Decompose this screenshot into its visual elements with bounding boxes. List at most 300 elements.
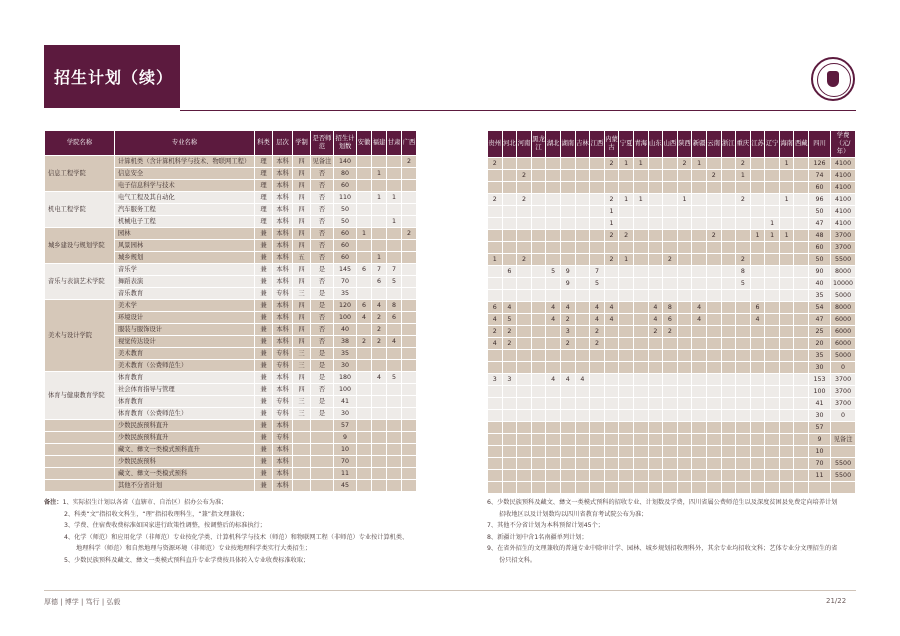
table-cell: 30	[809, 362, 831, 374]
table-cell	[357, 168, 372, 180]
table-cell: 1	[765, 230, 780, 242]
table-cell	[809, 482, 831, 494]
right-col-header: 湖北	[546, 131, 561, 158]
table-cell: 9	[560, 278, 575, 290]
table-cell	[633, 182, 648, 194]
table-cell: 专科	[273, 348, 293, 360]
table-cell	[736, 458, 751, 470]
table-cell	[575, 458, 590, 470]
table-cell	[677, 434, 692, 446]
table-cell	[560, 434, 575, 446]
table-cell	[706, 254, 721, 266]
table-cell	[560, 386, 575, 398]
table-cell	[779, 314, 794, 326]
table-cell	[648, 434, 663, 446]
table-cell	[663, 182, 678, 194]
table-cell	[488, 482, 503, 494]
table-cell: 3	[560, 326, 575, 338]
table-cell	[794, 302, 809, 314]
table-cell	[517, 446, 532, 458]
table-cell: 1	[692, 158, 707, 170]
major-name: 音乐教育	[115, 288, 255, 300]
table-cell	[750, 482, 765, 494]
table-cell	[604, 350, 619, 362]
table-cell	[794, 374, 809, 386]
table-cell	[765, 482, 780, 494]
table-cell	[502, 182, 517, 194]
table-cell	[488, 170, 503, 182]
table-cell	[575, 422, 590, 434]
table-cell: 140	[334, 156, 357, 168]
college-name	[45, 480, 115, 492]
right-col-header: 内蒙古	[604, 131, 619, 158]
table-cell: 2	[736, 254, 751, 266]
table-cell	[517, 398, 532, 410]
table-cell	[560, 470, 575, 482]
table-cell	[794, 482, 809, 494]
table-row	[488, 242, 856, 254]
table-cell	[706, 314, 721, 326]
table-cell	[794, 194, 809, 206]
table-cell: 30	[334, 360, 357, 372]
table-cell	[546, 398, 561, 410]
table-cell: 1	[765, 218, 780, 230]
table-cell	[517, 206, 532, 218]
table-cell	[372, 288, 387, 300]
table-cell	[663, 266, 678, 278]
table-cell: 1	[372, 192, 387, 204]
table-cell	[590, 422, 605, 434]
table-cell	[663, 158, 678, 170]
table-cell	[531, 194, 546, 206]
table-cell	[546, 290, 561, 302]
table-cell: 4	[590, 302, 605, 314]
table-cell	[736, 470, 751, 482]
table-cell	[531, 242, 546, 254]
table-cell	[633, 206, 648, 218]
table-cell: 1	[779, 230, 794, 242]
table-cell	[750, 362, 765, 374]
table-cell	[663, 194, 678, 206]
table-cell	[648, 206, 663, 218]
table-cell: 本科	[273, 240, 293, 252]
table-cell	[794, 230, 809, 242]
table-cell: 8	[387, 300, 402, 312]
table-cell	[721, 230, 736, 242]
table-cell: 70	[334, 276, 357, 288]
table-cell: 本科	[273, 216, 293, 228]
table-cell: 兼	[255, 240, 273, 252]
left-col-header: 层次	[273, 131, 293, 156]
enrollment-plan-table-left	[44, 130, 417, 492]
table-cell: 9	[560, 266, 575, 278]
table-cell: 4	[750, 314, 765, 326]
table-cell: 145	[334, 264, 357, 276]
table-row	[488, 206, 856, 218]
table-cell	[736, 326, 751, 338]
table-cell	[293, 444, 311, 456]
table-cell: 9	[809, 434, 831, 446]
table-cell	[706, 410, 721, 422]
table-row	[488, 338, 856, 350]
table-cell: 3	[488, 374, 503, 386]
table-cell	[692, 290, 707, 302]
table-cell: 5500	[831, 470, 856, 482]
table-cell	[750, 218, 765, 230]
table-cell: 见备注	[831, 434, 856, 446]
table-cell: 2	[648, 326, 663, 338]
table-cell: 35	[809, 290, 831, 302]
table-cell	[648, 482, 663, 494]
table-row	[488, 278, 856, 290]
table-cell: 专科	[273, 396, 293, 408]
table-cell	[546, 362, 561, 374]
table-cell: 兼	[255, 312, 273, 324]
table-cell	[502, 242, 517, 254]
table-cell	[692, 410, 707, 422]
table-cell: 110	[334, 192, 357, 204]
table-cell: 30	[334, 408, 357, 420]
major-name: 藏文、彝文一类模式预科直升	[115, 444, 255, 456]
table-cell	[619, 218, 634, 230]
table-cell	[765, 266, 780, 278]
table-cell	[750, 458, 765, 470]
table-cell	[677, 338, 692, 350]
table-cell	[531, 422, 546, 434]
major-name: 机械电子工程	[115, 216, 255, 228]
table-cell	[721, 254, 736, 266]
table-cell	[633, 386, 648, 398]
table-cell	[488, 410, 503, 422]
table-cell: 4	[604, 302, 619, 314]
notes-label: 备注：	[44, 499, 63, 506]
table-cell	[372, 456, 387, 468]
table-cell	[750, 470, 765, 482]
table-cell	[560, 410, 575, 422]
table-cell	[590, 242, 605, 254]
table-cell	[546, 458, 561, 470]
table-cell: 90	[809, 266, 831, 278]
table-cell	[590, 410, 605, 422]
table-cell	[633, 326, 648, 338]
table-cell	[402, 420, 417, 432]
table-cell	[721, 170, 736, 182]
table-cell: 6	[357, 264, 372, 276]
table-cell	[402, 324, 417, 336]
table-cell	[721, 194, 736, 206]
table-cell	[736, 350, 751, 362]
table-cell	[706, 470, 721, 482]
table-cell	[311, 420, 334, 432]
table-cell: 153	[809, 374, 831, 386]
table-cell	[721, 482, 736, 494]
table-row	[45, 444, 417, 456]
table-cell: 四	[293, 384, 311, 396]
table-cell	[531, 266, 546, 278]
table-cell: 2	[488, 326, 503, 338]
table-cell	[502, 470, 517, 482]
table-cell	[372, 444, 387, 456]
table-cell	[692, 458, 707, 470]
major-name: 视觉传达设计	[115, 336, 255, 348]
table-cell	[736, 182, 751, 194]
table-cell	[706, 242, 721, 254]
table-row	[488, 470, 856, 482]
table-cell: 理	[255, 216, 273, 228]
table-cell: 2	[604, 230, 619, 242]
table-cell	[619, 242, 634, 254]
table-cell	[736, 362, 751, 374]
table-cell: 1	[750, 230, 765, 242]
table-cell: 70	[334, 456, 357, 468]
table-cell	[794, 158, 809, 170]
table-cell	[402, 348, 417, 360]
table-cell	[721, 398, 736, 410]
table-cell	[736, 434, 751, 446]
table-cell	[736, 398, 751, 410]
table-cell	[779, 326, 794, 338]
table-cell	[692, 206, 707, 218]
note-item: 7、其他不分省计划为本科预留计划45个；	[487, 522, 604, 529]
table-cell	[502, 398, 517, 410]
table-cell	[750, 446, 765, 458]
table-cell: 41	[334, 396, 357, 408]
table-row	[488, 410, 856, 422]
table-cell	[648, 170, 663, 182]
table-cell: 4100	[831, 182, 856, 194]
left-col-header: 科类	[255, 131, 273, 156]
table-cell: 4	[692, 314, 707, 326]
table-cell	[648, 182, 663, 194]
table-cell	[619, 350, 634, 362]
table-cell	[604, 470, 619, 482]
table-cell	[546, 230, 561, 242]
table-cell: 2	[517, 194, 532, 206]
table-cell	[750, 410, 765, 422]
table-cell	[779, 398, 794, 410]
table-cell: 6	[387, 312, 402, 324]
table-cell	[750, 254, 765, 266]
table-cell	[619, 410, 634, 422]
table-cell: 5000	[831, 290, 856, 302]
table-cell: 11	[334, 468, 357, 480]
table-cell	[677, 470, 692, 482]
table-cell: 兼	[255, 420, 273, 432]
table-cell	[531, 278, 546, 290]
table-row	[488, 302, 856, 314]
table-cell	[531, 362, 546, 374]
major-name: 社会体育指导与管理	[115, 384, 255, 396]
table-cell	[590, 218, 605, 230]
table-cell: 兼	[255, 336, 273, 348]
table-cell	[502, 194, 517, 206]
table-cell	[648, 254, 663, 266]
table-cell	[604, 398, 619, 410]
table-cell	[633, 398, 648, 410]
table-cell	[357, 360, 372, 372]
table-cell: 兼	[255, 264, 273, 276]
table-cell	[575, 206, 590, 218]
major-name: 计算机类（含计算机科学与技术、物联网工程）	[115, 156, 255, 168]
table-cell	[502, 458, 517, 470]
left-col-header: 招生计划数	[334, 131, 357, 156]
table-cell	[357, 276, 372, 288]
major-name: 美术教育（公费师范生）	[115, 360, 255, 372]
table-row	[488, 290, 856, 302]
table-cell: 四	[293, 300, 311, 312]
table-cell: 41	[809, 398, 831, 410]
table-cell	[604, 326, 619, 338]
note-item	[44, 509, 434, 521]
table-cell	[517, 410, 532, 422]
table-cell	[560, 422, 575, 434]
table-cell	[604, 482, 619, 494]
table-cell	[721, 446, 736, 458]
table-cell	[794, 422, 809, 434]
table-cell	[357, 180, 372, 192]
table-cell	[779, 218, 794, 230]
table-cell	[517, 362, 532, 374]
table-cell	[677, 242, 692, 254]
right-col-header: 湖南	[560, 131, 575, 158]
table-cell: 2	[517, 170, 532, 182]
table-cell	[531, 182, 546, 194]
table-cell	[692, 326, 707, 338]
table-cell: 三	[293, 360, 311, 372]
table-cell	[402, 468, 417, 480]
table-cell	[692, 482, 707, 494]
table-cell: 5	[590, 278, 605, 290]
table-cell: 是	[311, 360, 334, 372]
table-cell	[488, 398, 503, 410]
table-cell: 100	[334, 312, 357, 324]
table-cell: 3700	[831, 242, 856, 254]
table-cell: 4	[502, 302, 517, 314]
table-cell: 否	[311, 252, 334, 264]
table-cell	[779, 446, 794, 458]
table-cell	[663, 482, 678, 494]
table-cell	[372, 432, 387, 444]
table-cell	[663, 338, 678, 350]
table-cell	[590, 434, 605, 446]
table-cell	[692, 374, 707, 386]
table-cell: 100	[809, 386, 831, 398]
table-cell	[575, 482, 590, 494]
table-cell	[590, 170, 605, 182]
table-cell: 7	[387, 264, 402, 276]
table-cell	[531, 338, 546, 350]
table-cell	[575, 182, 590, 194]
table-cell: 2	[590, 338, 605, 350]
table-cell: 本科	[273, 372, 293, 384]
table-cell	[357, 156, 372, 168]
table-cell	[546, 218, 561, 230]
table-cell	[502, 434, 517, 446]
table-cell	[560, 206, 575, 218]
table-cell: 4	[648, 314, 663, 326]
table-cell: 本科	[273, 204, 293, 216]
table-cell	[590, 182, 605, 194]
table-cell	[736, 290, 751, 302]
table-cell: 47	[809, 314, 831, 326]
table-cell: 35	[334, 288, 357, 300]
table-cell: 三	[293, 348, 311, 360]
table-cell	[692, 386, 707, 398]
table-cell	[721, 158, 736, 170]
table-cell	[779, 242, 794, 254]
table-cell	[721, 362, 736, 374]
table-cell	[560, 458, 575, 470]
table-cell	[560, 218, 575, 230]
table-cell: 三	[293, 288, 311, 300]
table-cell	[619, 266, 634, 278]
table-cell	[575, 218, 590, 230]
table-cell	[372, 396, 387, 408]
table-cell	[517, 434, 532, 446]
table-cell	[357, 456, 372, 468]
table-cell	[794, 362, 809, 374]
table-cell	[648, 362, 663, 374]
table-row	[488, 326, 856, 338]
table-cell	[706, 218, 721, 230]
table-cell: 否	[311, 228, 334, 240]
table-row	[488, 170, 856, 182]
table-cell	[531, 218, 546, 230]
table-cell	[750, 422, 765, 434]
table-cell	[575, 194, 590, 206]
table-cell	[488, 266, 503, 278]
table-cell	[590, 194, 605, 206]
table-cell	[831, 446, 856, 458]
table-cell: 2	[663, 254, 678, 266]
table-cell	[546, 338, 561, 350]
table-cell	[736, 206, 751, 218]
table-cell	[663, 422, 678, 434]
table-cell	[357, 204, 372, 216]
table-cell	[750, 374, 765, 386]
table-cell	[604, 374, 619, 386]
table-cell	[357, 420, 372, 432]
table-cell	[488, 422, 503, 434]
right-col-header: 四川	[809, 131, 831, 158]
table-cell	[531, 410, 546, 422]
table-cell: 四	[293, 372, 311, 384]
table-cell	[779, 374, 794, 386]
table-cell: 47	[809, 218, 831, 230]
table-cell	[721, 422, 736, 434]
table-cell	[721, 266, 736, 278]
table-cell	[387, 324, 402, 336]
table-cell	[648, 194, 663, 206]
table-cell	[575, 266, 590, 278]
table-cell: 否	[311, 276, 334, 288]
table-cell	[575, 302, 590, 314]
table-cell	[502, 170, 517, 182]
left-col-header: 专业名称	[115, 131, 255, 156]
table-cell	[663, 386, 678, 398]
table-cell	[619, 398, 634, 410]
table-cell	[736, 338, 751, 350]
table-cell	[706, 362, 721, 374]
table-cell	[706, 158, 721, 170]
table-cell: 8	[736, 266, 751, 278]
table-cell: 6	[357, 300, 372, 312]
table-cell	[721, 326, 736, 338]
title-banner	[44, 45, 180, 108]
table-cell: 本科	[273, 252, 293, 264]
table-cell: 本科	[273, 276, 293, 288]
table-cell: 本科	[273, 300, 293, 312]
